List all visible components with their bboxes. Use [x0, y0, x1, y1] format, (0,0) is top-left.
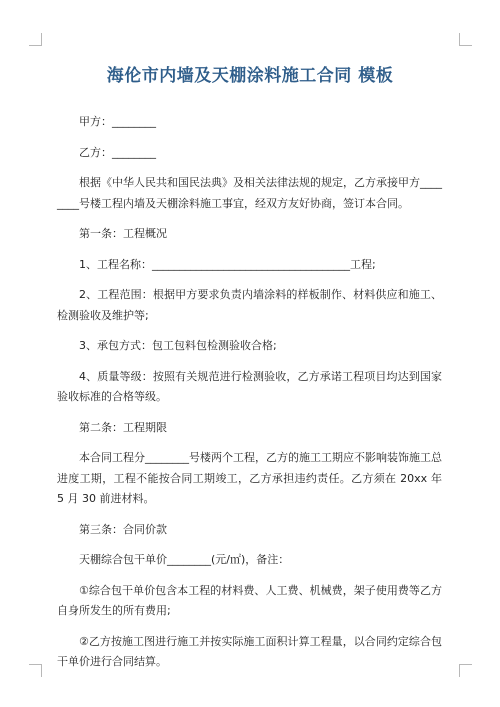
party-b-line: 乙方：________	[79, 145, 156, 159]
article-3-heading: 第三条：合同价款	[79, 522, 167, 536]
document-body	[57, 112, 442, 683]
document-title: 海伦市内墙及天棚涂料施工合同 模板	[106, 66, 394, 86]
price-note-2-paragraph: ②乙方按施工图进行施工并按实际施工面积计算工程量，以合同约定综合包干单价进行合同结算。	[57, 634, 442, 668]
crop-mark-top-right	[459, 33, 472, 46]
schedule-paragraph: 本合同工程分________号楼两个工程，乙方的施工工期应不影响装饰施工总进度工期，工程不能按合同工期竣工，乙方承担违约责任。乙方须在 20xx 年 5 月 30 前进材料。	[57, 451, 442, 505]
preamble-paragraph: 根据《中华人民共和国民法典》及相关法律法规的规定，乙方承接甲方________号楼工程内墙及天棚涂料施工事宜，经双方友好协商，签订本合同。	[57, 176, 442, 210]
project-name-line: 1、工程名称：____________________________________工程;	[79, 257, 376, 271]
project-scope-paragraph: 2、工程范围：根据甲方要求负责内墙涂料的样板制作、材料供应和施工、检测验收及维护等;	[57, 288, 442, 322]
crop-mark-bottom-right	[459, 664, 472, 677]
unit-price-line: 天棚综合包干单价________(元/㎡)，备注：	[79, 553, 290, 566]
contract-method-line: 3、承包方式：包工包料包检测验收合格;	[79, 339, 277, 352]
quality-grade-paragraph: 4、质量等级：按照有关规范进行检测验收，乙方承诺工程项目均达到国家验收标准的合格等级。	[57, 369, 442, 403]
crop-mark-top-left	[29, 33, 42, 46]
article-2-heading: 第二条：工程期限	[79, 420, 167, 434]
crop-mark-bottom-left	[29, 664, 42, 677]
party-a-line: 甲方：________	[79, 115, 156, 128]
article-1-heading: 第一条：工程概况	[79, 227, 167, 240]
price-note-1-paragraph: ①综合包干单价包含本工程的材料费、人工费、机械费，架子使用费等乙方自身所发生的所有费用;	[57, 583, 442, 617]
